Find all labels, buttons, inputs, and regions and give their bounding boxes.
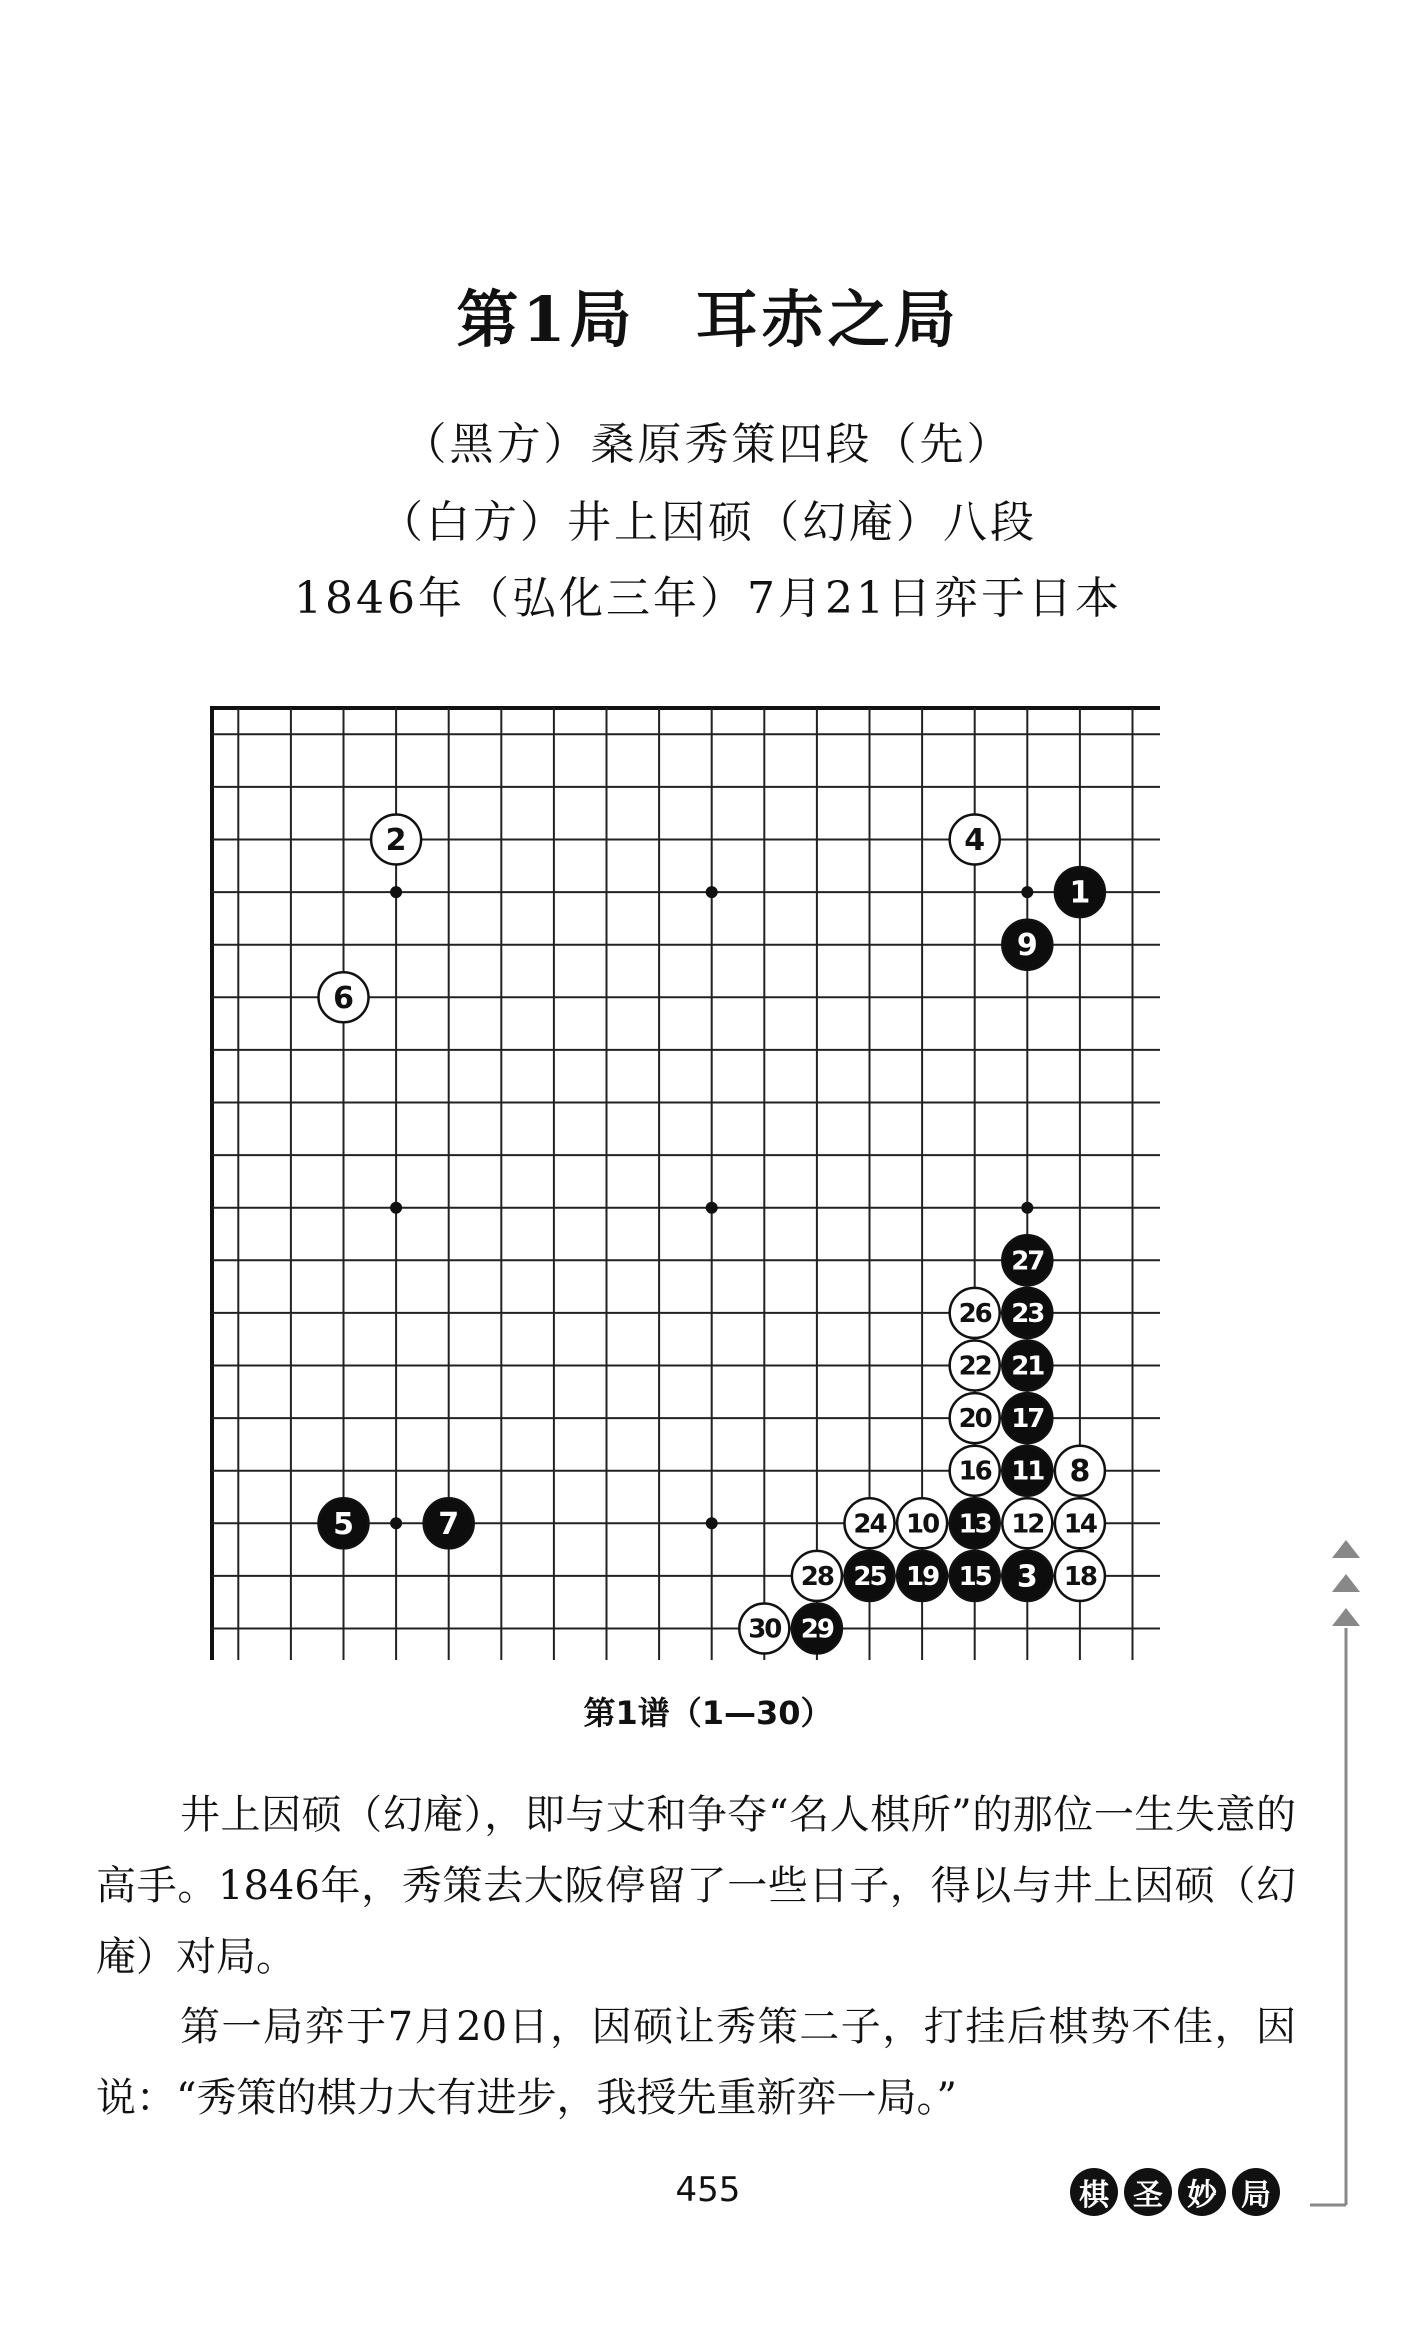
diagram-caption: 第1谱（1—30） [583,1694,833,1732]
move-number: 26 [958,1298,991,1329]
paragraph-2: 第一局弈于7月20日，因硕让秀策二子，打挂后棋势不佳，因说：“秀策的棋力大有进步，我授先重新弈一局。” [96,2004,1296,2121]
move-number: 7 [438,1506,460,1542]
star-point [706,1517,718,1529]
move-number: 1 [1069,875,1091,911]
move-number: 12 [1011,1509,1044,1540]
move-number: 6 [333,980,354,1016]
paragraph-1: 井上因硕（幻庵），即与丈和争夺“名人棋所”的那位一生失意的高手。1846年，秀策去大阪停留了一些日子，得以与井上因硕（幻庵）对局。 [96,1792,1296,1980]
move-number: 24 [853,1509,886,1540]
move-number: 10 [906,1509,939,1540]
move-number: 17 [1011,1404,1044,1435]
book-title-char: 妙 [1178,2168,1226,2216]
move-number: 18 [1063,1561,1096,1592]
move-number: 14 [1063,1509,1096,1540]
move-number: 16 [958,1456,991,1487]
move-number: 9 [1016,928,1038,964]
page-number: 455 [675,2170,741,2210]
book-title-char: 圣 [1124,2168,1172,2216]
move-number: 25 [853,1561,886,1592]
book-title-badge [1070,2168,1280,2224]
move-number: 13 [958,1509,991,1540]
game-number: 第1局 [456,283,636,356]
star-point [1021,1202,1033,1214]
move-number: 23 [1011,1298,1044,1329]
star-point [1021,886,1033,898]
star-point [390,1517,402,1529]
star-point [390,886,402,898]
move-number: 4 [964,823,986,858]
star-point [706,886,718,898]
move-number: 2 [385,823,407,858]
move-number: 19 [906,1561,939,1592]
star-point [706,1202,718,1214]
move-number: 30 [748,1614,781,1645]
game-title [0,270,1416,359]
move-number: 5 [333,1506,354,1542]
book-title-char: 局 [1232,2168,1280,2216]
side-decoration [1310,1540,1380,2220]
move-number: 8 [1069,1454,1091,1490]
move-number: 11 [1011,1456,1044,1487]
move-number: 21 [1011,1351,1044,1382]
go-board [208,704,1160,1660]
move-number: 28 [800,1561,833,1592]
move-number: 15 [958,1561,991,1592]
game-name: 耳赤之局 [695,283,960,356]
move-number: 20 [958,1404,991,1435]
move-number: 22 [958,1351,991,1382]
go-board-diagram [208,704,1160,1660]
star-point [390,1202,402,1214]
white-player-line: （白方）井上因硕（幻庵）八段 [379,497,1037,548]
move-number: 3 [1016,1559,1038,1595]
move-number: 27 [1011,1246,1044,1277]
book-title-char: 棋 [1070,2168,1118,2216]
date-line: 1846年（弘化三年）7月21日弈于日本 [294,573,1122,624]
black-player-line: （黑方）桑原秀策四段（先） [402,419,1014,470]
move-number: 29 [800,1614,833,1645]
